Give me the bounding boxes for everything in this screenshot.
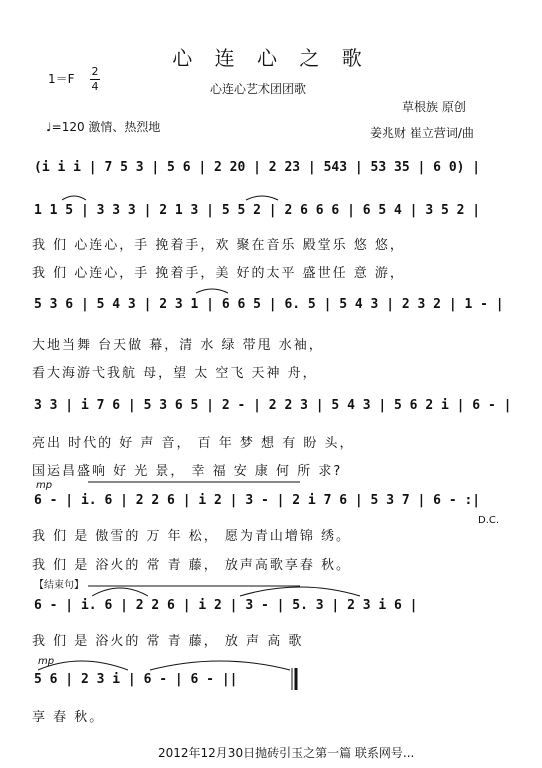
score-line-4: 3 3 | i 7 6 | 5 3 6 5 | 2 - | 2 2 3 | 5 4 3 | 5 6 2 i | 6 - | (34, 398, 512, 413)
score-line-5: 6 - | i. 6 | 2 2 6 | i 2 | 3 - | 2 i 7 6 | 5 3 7 | 6 - :| (34, 493, 481, 508)
lyric-line-5: 亮出 时代的 好 声 音， 百 年 梦 想 有 盼 头， (32, 436, 355, 451)
score-line-7: 5 6 | 2 3 i | 6 - | 6 - || (34, 672, 238, 687)
lyric-line-4: 看大海游弋我航 母，望 太 空飞 天神 舟， (32, 366, 318, 381)
lyric-line-9: 我 们 是 浴火的 常 青 藤， 放 声 高 歌 (32, 634, 304, 649)
score-line-3: 5 3 6 | 5 4 3 | 2 3 1 | 6 6 5 | 6. 5 | 5 4 3 | 2 3 2 | 1 - | (34, 297, 504, 312)
key-signature: 1＝F (48, 72, 75, 86)
lyricist-composer: 姜兆财 崔立营词/曲 (370, 126, 474, 140)
score-line-1: (i i i | 7 5 3 | 5 6 | 2 20 | 2 23 | 543 | 53 35 | 6 0) | (34, 160, 481, 175)
lyric-line-7: 我 们 是 傲雪的 万 年 松， 愿为青山增锦 绣。 (32, 529, 352, 544)
score-line-2: 1 1 5 | 3 3 3 | 2 1 3 | 5 5 2 | 2 6 6 6 | 6 5 4 | 3 5 2 | (34, 203, 481, 218)
slur-4 (92, 588, 148, 596)
song-subtitle: 心连心艺术团团歌 (210, 82, 307, 96)
ending-label: 【结束句】 (34, 580, 84, 591)
lyric-line-8: 我 们 是 浴火的 常 青 藤， 放声高歌享春 秋。 (32, 558, 352, 573)
slur-1 (62, 196, 86, 200)
dynamic-mp-2: mp (38, 656, 55, 667)
lyric-line-6: 国运昌盛响 好 光 景， 幸 福 安 康 何 所 求? (32, 464, 343, 479)
dc-marking: D.C. (478, 515, 500, 526)
time-signature (90, 66, 100, 93)
lyric-line-2: 我 们 心连心，手 挽着手，美 好的太平 盛世任 意 游， (32, 266, 405, 281)
slur-3 (196, 289, 228, 293)
lyric-line-1: 我 们 心连心，手 挽着手，欢 聚在音乐 殿堂乐 悠 悠， (32, 238, 405, 253)
slur-2 (246, 196, 278, 200)
score-line-6: 6 - | i. 6 | 2 2 6 | i 2 | 3 - | 5. 3 | 2 3 i 6 | (34, 598, 418, 613)
slur-7 (150, 661, 290, 670)
slur-5 (240, 587, 360, 596)
dynamic-mp-1: mp (36, 480, 53, 491)
song-title: 心 连 心 之 歌 (172, 46, 370, 70)
lyric-line-3: 大地当舞 台天做 幕，清 水 绿 带甩 水袖， (32, 338, 324, 353)
footer-note: 2012年12月30日抛砖引玉之第一篇 联系网号... (158, 746, 415, 760)
meter-bottom: 4 (91, 80, 99, 93)
meter-top: 2 (91, 65, 99, 78)
tempo-marking: ♩=120 激情、热烈地 (46, 120, 161, 134)
lyric-line-10: 享 春 秋。 (32, 710, 105, 725)
author-credit: 草根族 原创 (402, 100, 466, 114)
